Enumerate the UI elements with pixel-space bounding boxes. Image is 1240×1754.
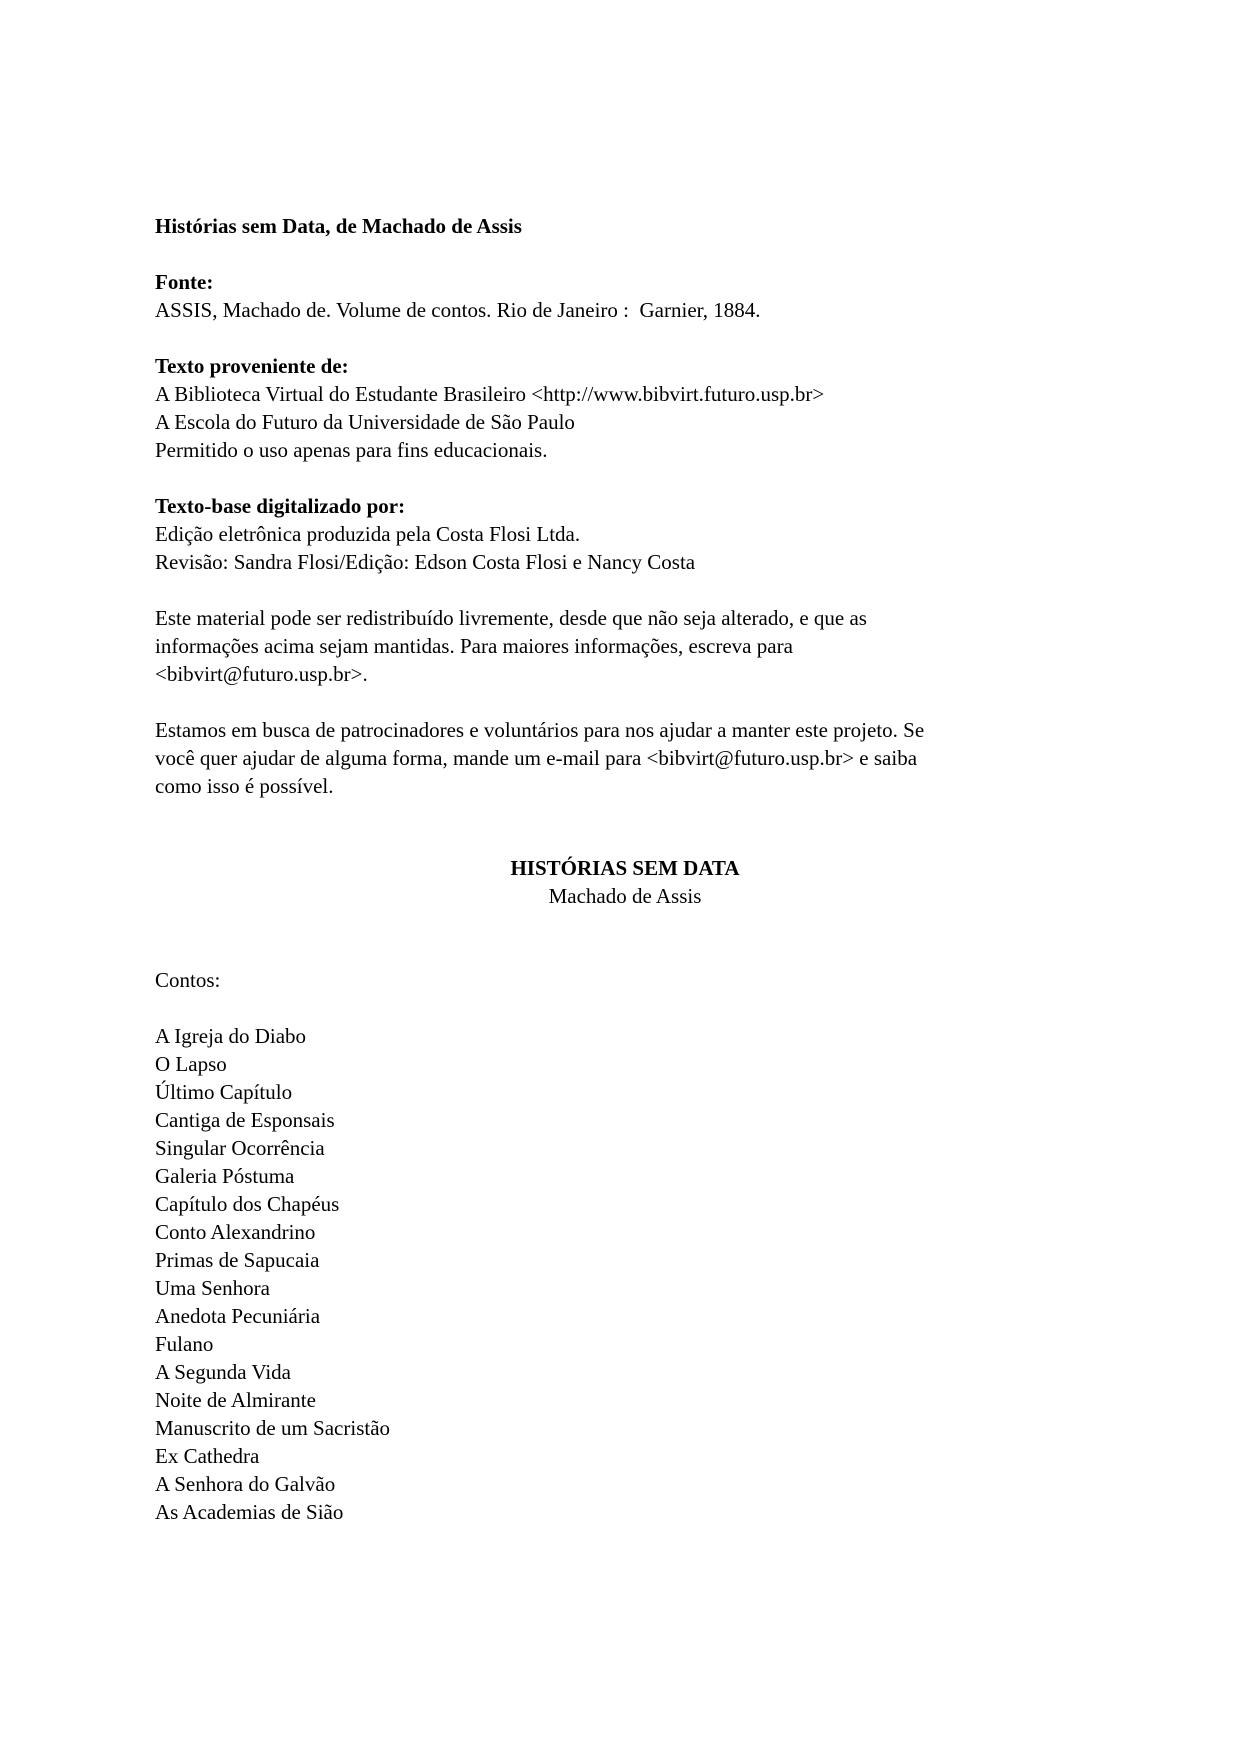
section-texto-proveniente-lines xyxy=(155,380,1095,464)
conto-title: A Senhora do Galvão xyxy=(155,1472,336,1496)
section-fonte-lines xyxy=(155,296,1095,324)
paragraph-text-line: Este material pode ser redistribuído livremente, desde que não seja alterado, e que as xyxy=(155,606,867,630)
section-fonte-heading: Fonte: xyxy=(155,270,214,294)
section-text-line: A Escola do Futuro da Universidade de São Paulo xyxy=(155,410,575,434)
conto-title: O Lapso xyxy=(155,1052,227,1076)
document-title: Histórias sem Data, de Machado de Assis xyxy=(155,214,522,238)
section-text-line: ASSIS, Machado de. Volume de contos. Rio de Janeiro : Garnier, 1884. xyxy=(155,298,761,322)
paragraph-text-line: como isso é possível. xyxy=(155,774,334,798)
conto-title: Manuscrito de um Sacristão xyxy=(155,1416,391,1440)
section-text-line: Revisão: Sandra Flosi/Edição: Edson Costa Flosi e Nancy Costa xyxy=(155,550,696,574)
contents-label-block xyxy=(155,966,1095,994)
contents-label: Contos: xyxy=(155,968,221,992)
contents-list xyxy=(155,1022,1095,1526)
conto-title: Uma Senhora xyxy=(155,1276,270,1300)
section-text-line: Edição eletrônica produzida pela Costa Flosi Ltda. xyxy=(155,522,581,546)
conto-title: A Igreja do Diabo xyxy=(155,1024,307,1048)
section-texto-proveniente xyxy=(155,352,1095,464)
conto-title: Último Capítulo xyxy=(155,1080,293,1104)
book-author: Machado de Assis xyxy=(548,884,702,908)
conto-title: Noite de Almirante xyxy=(155,1388,316,1412)
paragraph-text-line: informações acima sejam mantidas. Para maiores informações, escreva para xyxy=(155,634,793,658)
book-heading xyxy=(155,854,1095,910)
book-title: HISTÓRIAS SEM DATA xyxy=(510,856,740,880)
conto-title: Conto Alexandrino xyxy=(155,1220,316,1244)
conto-title: Fulano xyxy=(155,1332,214,1356)
section-texto-base xyxy=(155,492,1095,576)
conto-title: Galeria Póstuma xyxy=(155,1164,295,1188)
paragraph-sponsors-notice xyxy=(155,716,1095,800)
paragraph-text-line: você quer ajudar de alguma forma, mande um e-mail para <bibvirt@futuro.usp.br> e saiba xyxy=(155,746,918,770)
paragraph-text-line: <bibvirt@futuro.usp.br>. xyxy=(155,662,368,686)
conto-title: Capítulo dos Chapéus xyxy=(155,1192,340,1216)
section-fonte xyxy=(155,268,1095,324)
conto-title: Anedota Pecuniária xyxy=(155,1304,321,1328)
conto-title: Singular Ocorrência xyxy=(155,1136,325,1160)
conto-title: As Academias de Sião xyxy=(155,1500,344,1524)
section-text-line: A Biblioteca Virtual do Estudante Brasileiro <http://www.bibvirt.futuro.usp.br> xyxy=(155,382,825,406)
paragraph-text-line: Estamos em busca de patrocinadores e voluntários para nos ajudar a manter este projeto. Se xyxy=(155,718,925,742)
section-texto-proveniente-heading: Texto proveniente de: xyxy=(155,354,349,378)
section-texto-base-lines xyxy=(155,520,1095,576)
section-texto-base-heading: Texto-base digitalizado por: xyxy=(155,494,406,518)
conto-title: A Segunda Vida xyxy=(155,1360,292,1384)
conto-title: Cantiga de Esponsais xyxy=(155,1108,335,1132)
paragraph-redistribution-notice xyxy=(155,604,1095,688)
conto-title: Ex Cathedra xyxy=(155,1444,260,1468)
conto-title: Primas de Sapucaia xyxy=(155,1248,320,1272)
section-text-line: Permitido o uso apenas para fins educacionais. xyxy=(155,438,548,462)
